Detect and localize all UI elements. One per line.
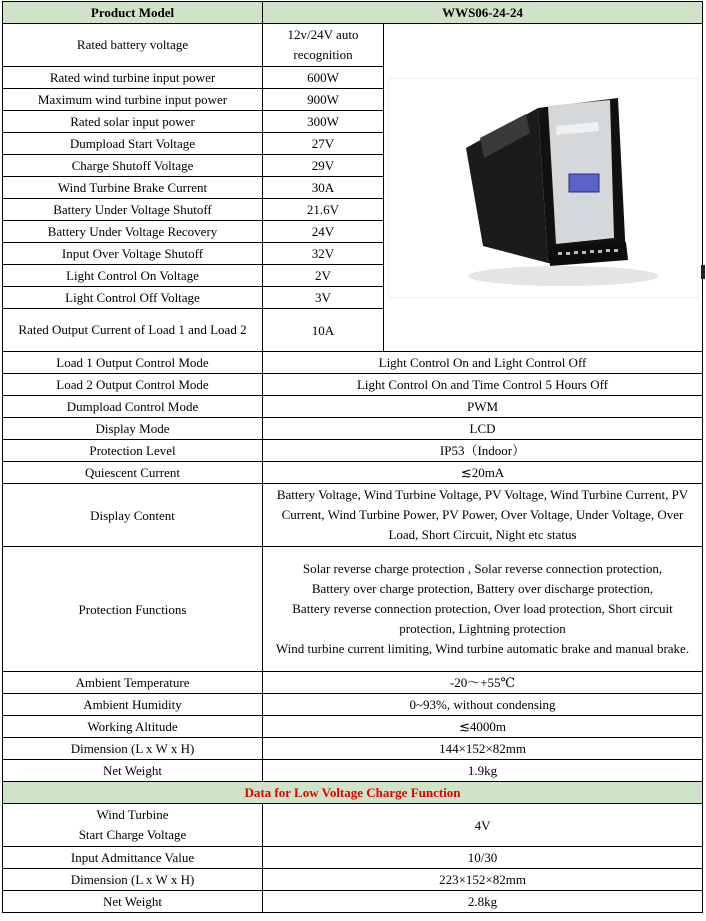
- table-row: [3, 396, 703, 418]
- protection-functions-cell: [263, 547, 703, 672]
- row-label: [3, 804, 263, 847]
- row-label: Dimension (L x W x H): [3, 869, 263, 891]
- table-row: [3, 694, 703, 716]
- row-value: ≲4000m: [263, 716, 703, 738]
- table-row: [3, 352, 703, 374]
- row-label: Charge Shutoff Voltage: [3, 155, 263, 177]
- row-value: 223×152×82mm: [263, 869, 703, 891]
- row-value: 300W: [263, 111, 384, 133]
- edge-mark: [701, 265, 705, 279]
- protection-line: Wind turbine current limiting, Wind turbine automatic brake and manual brake.: [275, 641, 690, 656]
- row-label: Rated solar input power: [3, 111, 263, 133]
- table-row: [3, 716, 703, 738]
- row-label: Battery Under Voltage Shutoff: [3, 199, 263, 221]
- protection-line: Battery over charge protection, Battery over discharge protection,: [311, 581, 654, 596]
- section-header-row: [3, 782, 703, 804]
- row-value: Light Control On and Time Control 5 Hours Off: [263, 374, 703, 396]
- table-row: [3, 484, 703, 547]
- row-value: 24V: [263, 221, 384, 243]
- row-value: 3V: [263, 287, 384, 309]
- row-label: Load 2 Output Control Mode: [3, 374, 263, 396]
- row-label: Battery Under Voltage Recovery: [3, 221, 263, 243]
- table-row: [3, 672, 703, 694]
- row-value: Light Control On and Light Control Off: [263, 352, 703, 374]
- row-value: 27V: [263, 133, 384, 155]
- row-label: Ambient Temperature: [3, 672, 263, 694]
- table-row: [3, 760, 703, 782]
- row-label: Dumpload Control Mode: [3, 396, 263, 418]
- row-label: Rated battery voltage: [3, 24, 263, 67]
- row-label: Net Weight: [3, 891, 263, 913]
- header-label: Product Model: [3, 2, 263, 24]
- product-image-cell: [384, 24, 703, 352]
- table-row: [3, 738, 703, 760]
- row-value: 600W: [263, 67, 384, 89]
- row-value: 12v/24V auto recognition: [263, 24, 384, 67]
- row-value: LCD: [263, 418, 703, 440]
- row-label: Maximum wind turbine input power: [3, 89, 263, 111]
- table-row: [3, 891, 703, 913]
- table-row: [3, 374, 703, 396]
- table-row: [3, 547, 703, 672]
- row-label: Light Control Off Voltage: [3, 287, 263, 309]
- row-label: Rated Output Current of Load 1 and Load 2: [3, 309, 263, 352]
- row-label: Wind Turbine Brake Current: [3, 177, 263, 199]
- row-label: Working Altitude: [3, 716, 263, 738]
- row-label: Input Admittance Value: [3, 847, 263, 869]
- row-value: 144×152×82mm: [263, 738, 703, 760]
- table-row: [3, 440, 703, 462]
- row-value: PWM: [263, 396, 703, 418]
- row-label: Protection Level: [3, 440, 263, 462]
- protection-line: Battery reverse connection protection, Over load protection, Short circuit protection, Lightning protection: [292, 601, 673, 636]
- row-value: IP53（Indoor）: [263, 440, 703, 462]
- row-label-line: Wind Turbine: [96, 807, 169, 822]
- row-label: Display Content: [3, 484, 263, 547]
- row-label-line: Start Charge Voltage: [78, 827, 187, 842]
- row-value: 10A: [263, 309, 384, 352]
- row-label: Net Weight: [3, 760, 263, 782]
- lcd-screen-icon: [569, 174, 599, 192]
- table-row: [3, 462, 703, 484]
- row-value: 2V: [263, 265, 384, 287]
- table-row: [3, 847, 703, 869]
- header-value: WWS06-24-24: [263, 2, 703, 24]
- row-label: Ambient Humidity: [3, 694, 263, 716]
- row-value: 900W: [263, 89, 384, 111]
- row-value: 21.6V: [263, 199, 384, 221]
- row-label: Display Mode: [3, 418, 263, 440]
- row-value: 10/30: [263, 847, 703, 869]
- spec-table: [2, 1, 703, 913]
- table-row: [3, 869, 703, 891]
- row-label: Light Control On Voltage: [3, 265, 263, 287]
- row-label: Quiescent Current: [3, 462, 263, 484]
- row-label: Input Over Voltage Shutoff: [3, 243, 263, 265]
- row-value: 0~93%, without condensing: [263, 694, 703, 716]
- row-label: Dumpload Start Voltage: [3, 133, 263, 155]
- table-row: [3, 418, 703, 440]
- row-value: ≲20mA: [263, 462, 703, 484]
- section-title: Data for Low Voltage Charge Function: [3, 782, 703, 804]
- row-label: Protection Functions: [3, 547, 263, 672]
- charge-controller-photo: [388, 78, 698, 298]
- row-value: 30A: [263, 177, 384, 199]
- row-value: -20～+55℃: [263, 672, 703, 694]
- row-label: Rated wind turbine input power: [3, 67, 263, 89]
- table-row: [3, 24, 703, 67]
- table-row: [3, 804, 703, 847]
- row-value: 32V: [263, 243, 384, 265]
- row-label: Dimension (L x W x H): [3, 738, 263, 760]
- table-header-row: [3, 2, 703, 24]
- row-value: 1.9kg: [263, 760, 703, 782]
- row-label: Load 1 Output Control Mode: [3, 352, 263, 374]
- row-value: 4V: [263, 804, 703, 847]
- row-value: 29V: [263, 155, 384, 177]
- protection-line: Solar reverse charge protection , Solar reverse connection protection,: [302, 561, 663, 576]
- row-value: 2.8kg: [263, 891, 703, 913]
- row-value: Battery Voltage, Wind Turbine Voltage, PV Voltage, Wind Turbine Current, PV Current, Wind Turbine Power, PV Power, Over Voltage, Under Voltage, Over Load, Short Circuit, Night etc status: [263, 484, 703, 547]
